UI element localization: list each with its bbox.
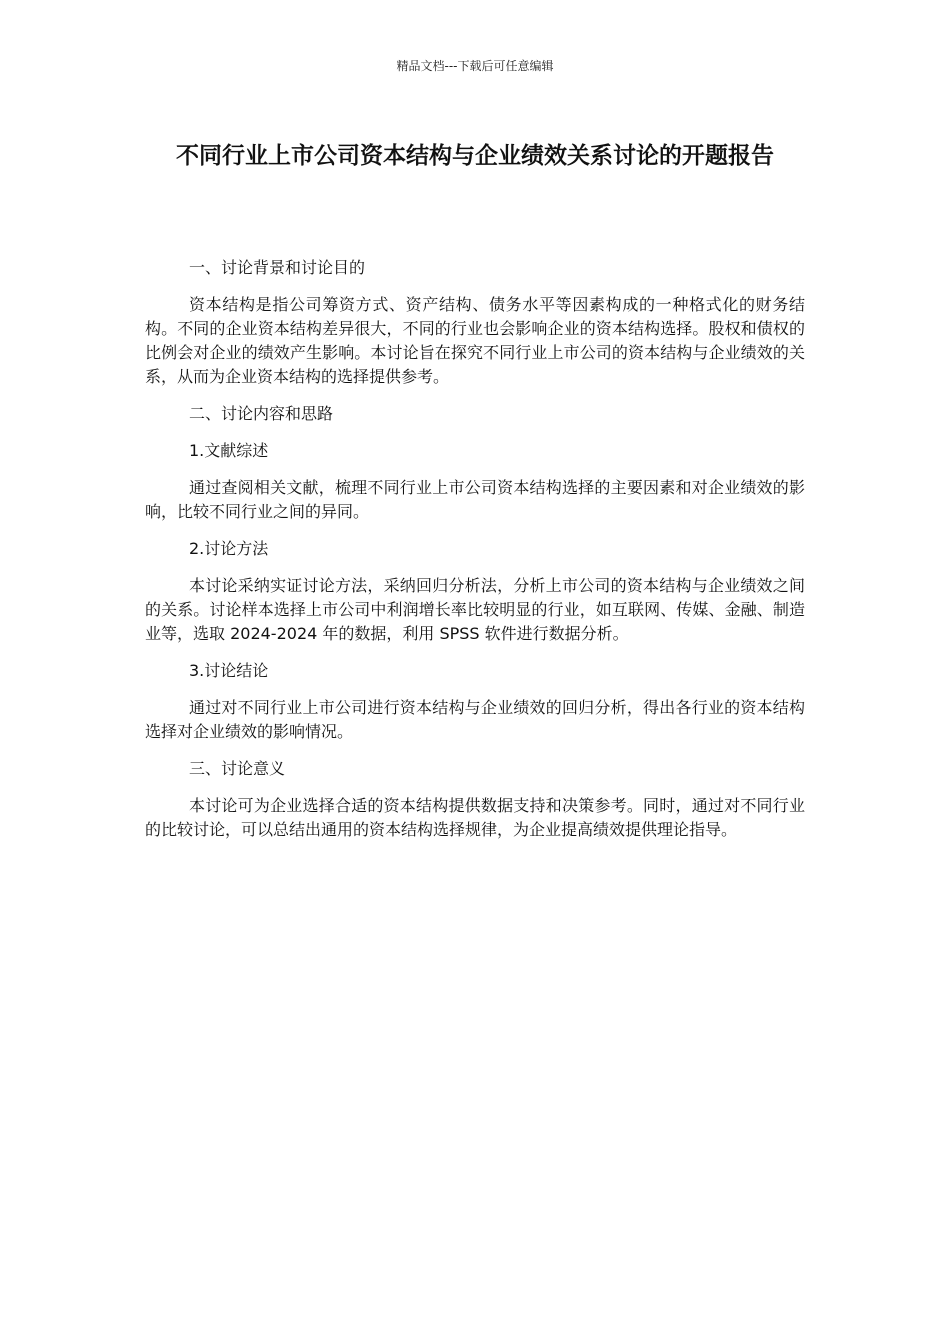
section-heading-background: 一、讨论背景和讨论目的 — [189, 258, 366, 277]
subheading-conclusion: 3.讨论结论 — [189, 661, 269, 680]
subheading-method: 2.讨论方法 — [189, 539, 269, 558]
paragraph-significance: 本讨论可为企业选择合适的资本结构提供数据支持和决策参考。同时，通过对不同行业的比较讨论，可以总结出通用的资本结构选择规律，为企业提高绩效提供理论指导。 — [145, 796, 805, 839]
subheading-literature-review: 1.文献综述 — [189, 441, 269, 460]
header-note: 精品文档---下载后可任意编辑 — [396, 59, 554, 73]
document-body — [145, 256, 805, 855]
paragraph-method: 本讨论采纳实证讨论方法，采纳回归分析法，分析上市公司的资本结构与企业绩效之间的关系。讨论样本选择上市公司中利润增长率比较明显的行业，如互联网、传媒、金融、制造业等，选取 2024-2024 年的数据，利用 SPSS 软件进行数据分析。 — [145, 576, 805, 643]
section-heading-content: 二、讨论内容和思路 — [189, 404, 334, 423]
section-heading-significance: 三、讨论意义 — [189, 759, 286, 778]
paragraph-conclusion: 通过对不同行业上市公司进行资本结构与企业绩效的回归分析，得出各行业的资本结构选择对企业绩效的影响情况。 — [145, 698, 805, 741]
document-title: 不同行业上市公司资本结构与企业绩效关系讨论的开题报告 — [176, 143, 774, 169]
paragraph-literature-review: 通过查阅相关文献，梳理不同行业上市公司资本结构选择的主要因素和对企业绩效的影响，比较不同行业之间的异同。 — [145, 478, 805, 521]
paragraph-background: 资本结构是指公司筹资方式、资产结构、债务水平等因素构成的一种格式化的财务结构。不同的企业资本结构差异很大，不同的行业也会影响企业的资本结构选择。股权和债权的比例会对企业的绩效产生影响。本讨论旨在探究不同行业上市公司的资本结构与企业绩效的关系，从而为企业资本结构的选择提供参考。 — [145, 295, 805, 386]
